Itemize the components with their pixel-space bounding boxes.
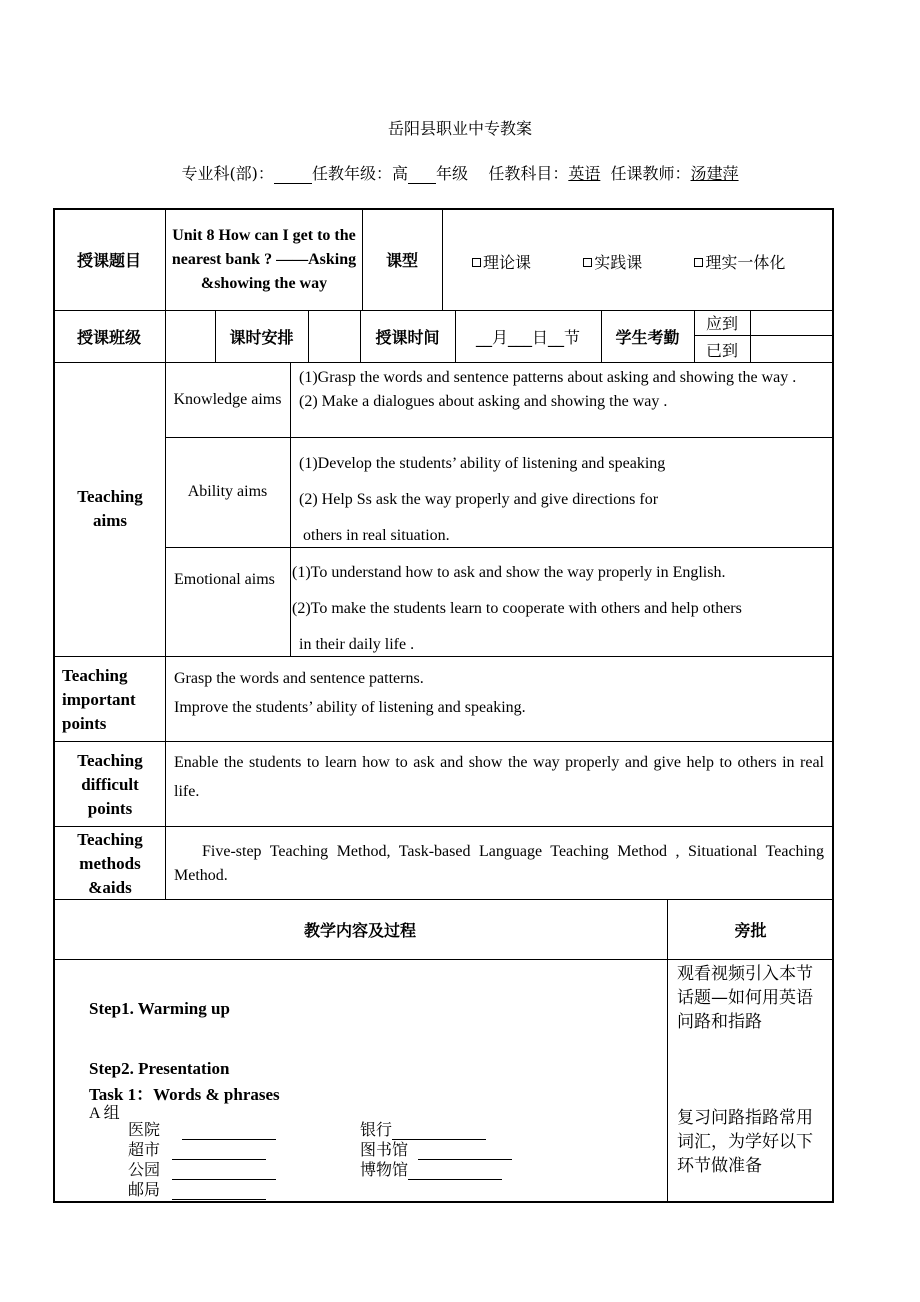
ability-aim-2: (2) Help Ss ask the way properly and give directions for xyxy=(299,491,659,508)
type-option-practice[interactable]: 实践课 xyxy=(583,253,642,272)
word-item: 邮局 xyxy=(128,1180,276,1200)
grade-suffix: 年级 xyxy=(435,164,468,183)
methods-label: Teaching methods &aids xyxy=(77,830,143,897)
word-item: 医院 xyxy=(128,1120,276,1140)
time-label: 授课时间 xyxy=(375,327,440,347)
notes-header: 旁批 xyxy=(734,920,767,940)
knowledge-aim-2: (2) Make a dialogues about asking and showing the way . xyxy=(299,393,668,410)
knowledge-aims-label: Knowledge aims xyxy=(173,390,282,408)
word-item: 图书馆 xyxy=(360,1140,512,1160)
difficult-points-label: Teaching difficult points xyxy=(77,751,143,818)
emotional-aims-content xyxy=(292,555,830,663)
grade-blank xyxy=(408,165,436,184)
topic-value: Unit 8 How can I get to the nearest bank ? ——Asking &showing the way xyxy=(171,227,357,292)
ability-aim-1: (1)Develop the students’ ability of listening and speaking xyxy=(299,455,666,472)
checkbox-icon xyxy=(583,258,592,267)
step2-heading: Step2. Presentation xyxy=(89,1059,230,1078)
methods-content: Five-step Teaching Method, Task-based Language Teaching Method , Situational Teaching Method. xyxy=(174,843,824,884)
attendance-label: 学生考勤 xyxy=(615,327,680,347)
topic-label: 授课题目 xyxy=(76,250,141,270)
type-option-integrated[interactable]: 理实一体化 xyxy=(694,253,785,272)
time-value: __月___日__节 xyxy=(475,327,580,347)
important-points-label: Teaching important points xyxy=(62,666,136,733)
word-item: 超市 xyxy=(128,1140,276,1160)
major-blank xyxy=(274,165,312,184)
teacher-label: 任课教师： xyxy=(610,164,691,183)
answer-blank[interactable] xyxy=(408,1165,502,1180)
hours-label: 课时安排 xyxy=(229,327,294,347)
checkbox-icon xyxy=(472,258,481,267)
type-option-theory[interactable]: 理论课 xyxy=(472,253,531,272)
note-video-intro: 观看视频引入本节话题—如何用英语问路和指路 xyxy=(677,964,813,1032)
knowledge-aim-1: (1)Grasp the words and sentence patterns about asking and showing the way . xyxy=(299,369,797,386)
major-label: 专业科(部)： xyxy=(181,164,274,183)
answer-blank[interactable] xyxy=(418,1145,512,1160)
important-point-2: Improve the students’ ability of listening and speaking. xyxy=(174,699,526,716)
ability-aims-content xyxy=(299,446,829,554)
grade-label: 任教年级：高 xyxy=(311,164,408,183)
answer-blank[interactable] xyxy=(392,1125,486,1140)
answer-blank[interactable] xyxy=(182,1125,276,1140)
teaching-aims-label: Teaching aims xyxy=(77,487,143,530)
lesson-type-options xyxy=(472,250,832,272)
group-a-label: A 组 xyxy=(89,1105,120,1122)
word-list-left xyxy=(128,1120,276,1200)
process-content-header: 教学内容及过程 xyxy=(303,920,416,940)
note-vocab-review: 复习问路指路常用词汇，为学好以下环节做准备 xyxy=(677,1108,813,1176)
subject-value: 英语 xyxy=(568,164,601,183)
lesson-type-label: 课型 xyxy=(385,250,418,270)
word-item: 博物馆 xyxy=(360,1160,512,1180)
emotional-aim-1: (1)To understand how to ask and show the way properly in English. xyxy=(292,564,726,581)
checkbox-icon xyxy=(694,258,703,267)
subject-label: 任教科目： xyxy=(488,164,569,183)
expected-label: 应到 xyxy=(705,314,738,333)
task1-heading: Task 1：Words & phrases xyxy=(89,1085,280,1104)
actual-label: 已到 xyxy=(705,340,738,360)
teacher-info-line xyxy=(0,161,920,184)
answer-blank[interactable] xyxy=(172,1165,276,1180)
emotional-aims-label: Emotional aims xyxy=(174,571,275,588)
word-item: 银行 xyxy=(360,1120,512,1140)
step1-heading: Step1. Warming up xyxy=(89,999,230,1018)
answer-blank[interactable] xyxy=(172,1185,266,1200)
document-title: 岳阳县职业中专教案 xyxy=(387,119,532,138)
answer-blank[interactable] xyxy=(172,1145,266,1160)
ability-aim-3: others in real situation. xyxy=(303,527,450,544)
difficult-points-content: Enable the students to learn how to ask and show the way properly and give help to others in real life. xyxy=(174,754,824,800)
ability-aims-label: Ability aims xyxy=(187,483,268,500)
word-item: 公园 xyxy=(128,1160,276,1180)
emotional-aim-2: (2)To make the students learn to cooperate with others and help others xyxy=(292,600,742,617)
emotional-aim-3: in their daily life . xyxy=(299,636,415,653)
class-label: 授课班级 xyxy=(76,327,141,347)
important-point-1: Grasp the words and sentence patterns. xyxy=(174,670,424,687)
important-points-content xyxy=(174,664,824,722)
word-list-right xyxy=(360,1120,512,1180)
knowledge-aims-content xyxy=(299,366,829,414)
teacher-value: 汤建萍 xyxy=(690,164,739,183)
